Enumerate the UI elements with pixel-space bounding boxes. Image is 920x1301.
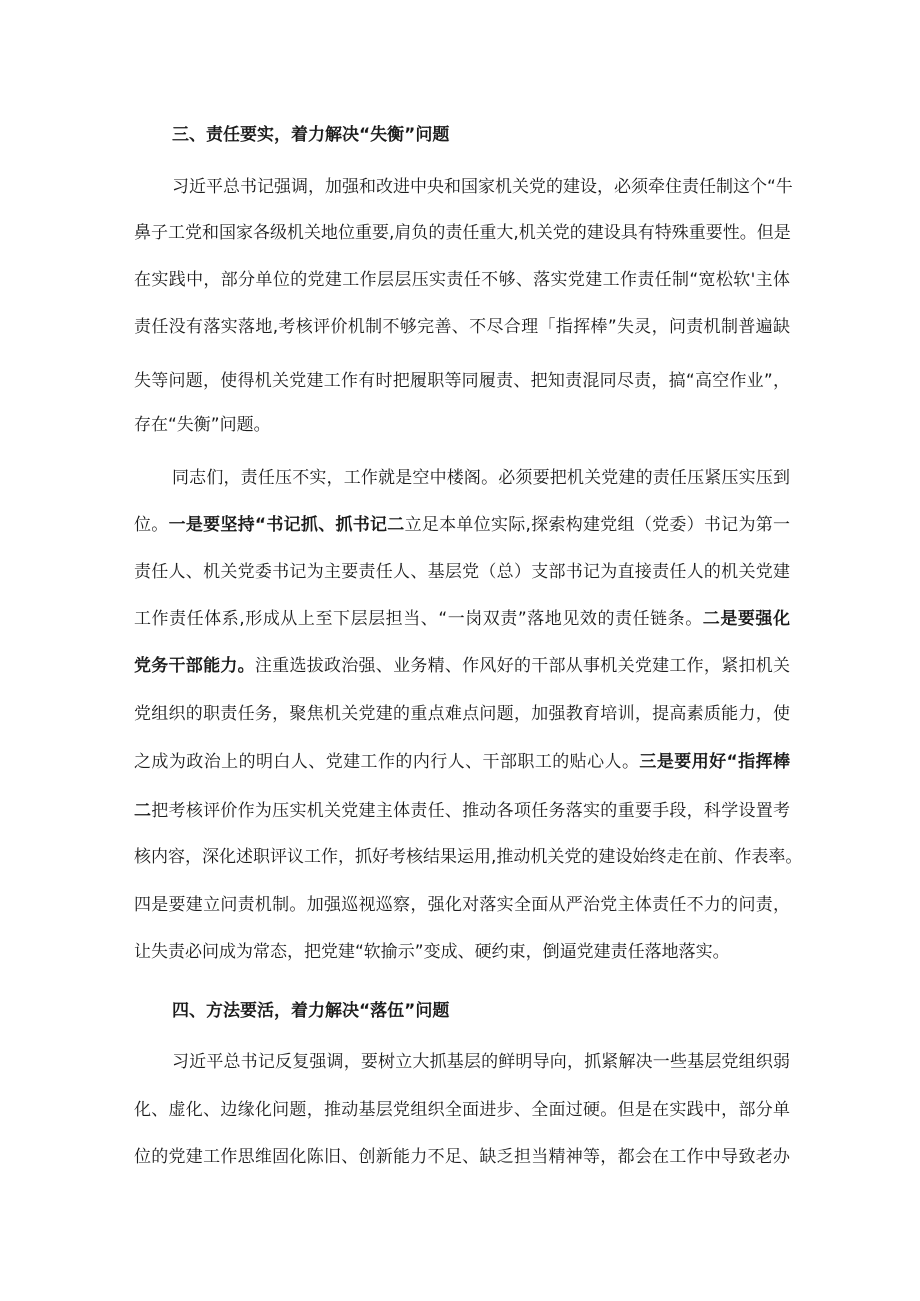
bold-point-3: 三是要用好“指挥棒 [639,752,790,772]
paragraph-line: 责任没有落实落地,考核评价机制不够完善、不尽合理「指挥棒”失灵，问责机制普遍缺 [134,317,790,337]
paragraph-line: 党组织的职责任务，聚焦机关党建的重点难点问题，加强教育培训，提高素质能力，使 [134,704,790,724]
line-text: 工作责任体系,形成从上至下层层担当、“一岗双责”落地见效的责任链条。 [134,609,703,629]
paragraph-line: 核内容，深化述职评议工作，抓好考核结果运用,推动机关党的建设始终走在前、作表率。 [134,847,803,867]
paragraph-line: 习近平总书记反复强调，要树立大抓基层的鲜明导向，抓紧解决一些基层党组织弱 [172,1052,790,1072]
paragraph-line: 责任人、机关党委书记为主要责任人、基层党（总）支部书记为直接责任人的机关党建 [134,562,790,582]
paragraph-line: 在实践中，部分单位的党建工作层层压实责任不够、落实党建工作责任制“宽松软'主体 [134,270,790,290]
section-4-heading: 四、方法要活，着力解决“落伍”问题 [172,1001,450,1021]
line-text: 注重选拔政治强、业务精、作风好的干部从事机关党建工作，紧扣机关 [254,656,791,676]
paragraph-line: 化、虚化、边缘化问题，推动基层党组织全面进步、全面过硬。但是在实践中，部分单 [134,1100,790,1120]
line-text: 把考核评价作为压实机关党建主体责任、推动各项任务落实的重要手段，科学设置考 [151,801,791,821]
line-text: 位。 [134,515,169,535]
paragraph-line: 同志们，责任压不实，工作就是空中楼阁。必须要把机关党建的责任压紧压实压到 [172,468,790,488]
paragraph-line: 存在“失衡”问题。 [134,415,271,435]
bold-point-1: 一是要坚持“书记抓、抓书记二 [168,515,405,535]
paragraph-line: 失等问题，使得机关党建工作有时把履职等同履责、把知责混同尽责，搞“高空作业”， [134,371,790,391]
paragraph-line [134,608,790,630]
paragraph-line [134,514,790,536]
bold-point-3-cont: 二 [134,801,152,821]
paragraph-line: 位的党建工作思维固化陈旧、创新能力不足、缺乏担当精神等，都会在工作中导致老办 [134,1147,790,1167]
line-text: 之成为政治上的明白人、党建工作的内行人、干部职工的贴心人。 [134,752,640,772]
bold-point-2: 二是要强化 [702,609,790,629]
line-text: 立足本单位实际,探索构建党组（党委）书记为第一 [404,515,791,535]
paragraph-line: 习近平总书记强调，加强和改进中央和国家机关党的建设，必须牵住责任制这个“牛 [172,177,793,197]
paragraph-line [134,800,790,822]
paragraph-line: 让失责必问成为常态，把党建“软揄示”变成、硬约束，倒逼党建责任落地落实。 [134,942,730,962]
section-3-heading: 三、责任要实，着力解决“失衡”问题 [172,125,450,145]
paragraph-line [134,655,790,677]
paragraph-line: 鼻子工党和国家各级机关地位重要,肩负的责任重大,机关党的建设具有特殊重要性。但是 [134,223,791,243]
paragraph-line [134,751,790,773]
bold-point-2-cont: 党务干部能力。 [134,656,255,676]
paragraph-line: 四是要建立问责机制。加强巡视巡察，强化对落实全面从严治党主体责任不力的问责， [134,895,790,915]
